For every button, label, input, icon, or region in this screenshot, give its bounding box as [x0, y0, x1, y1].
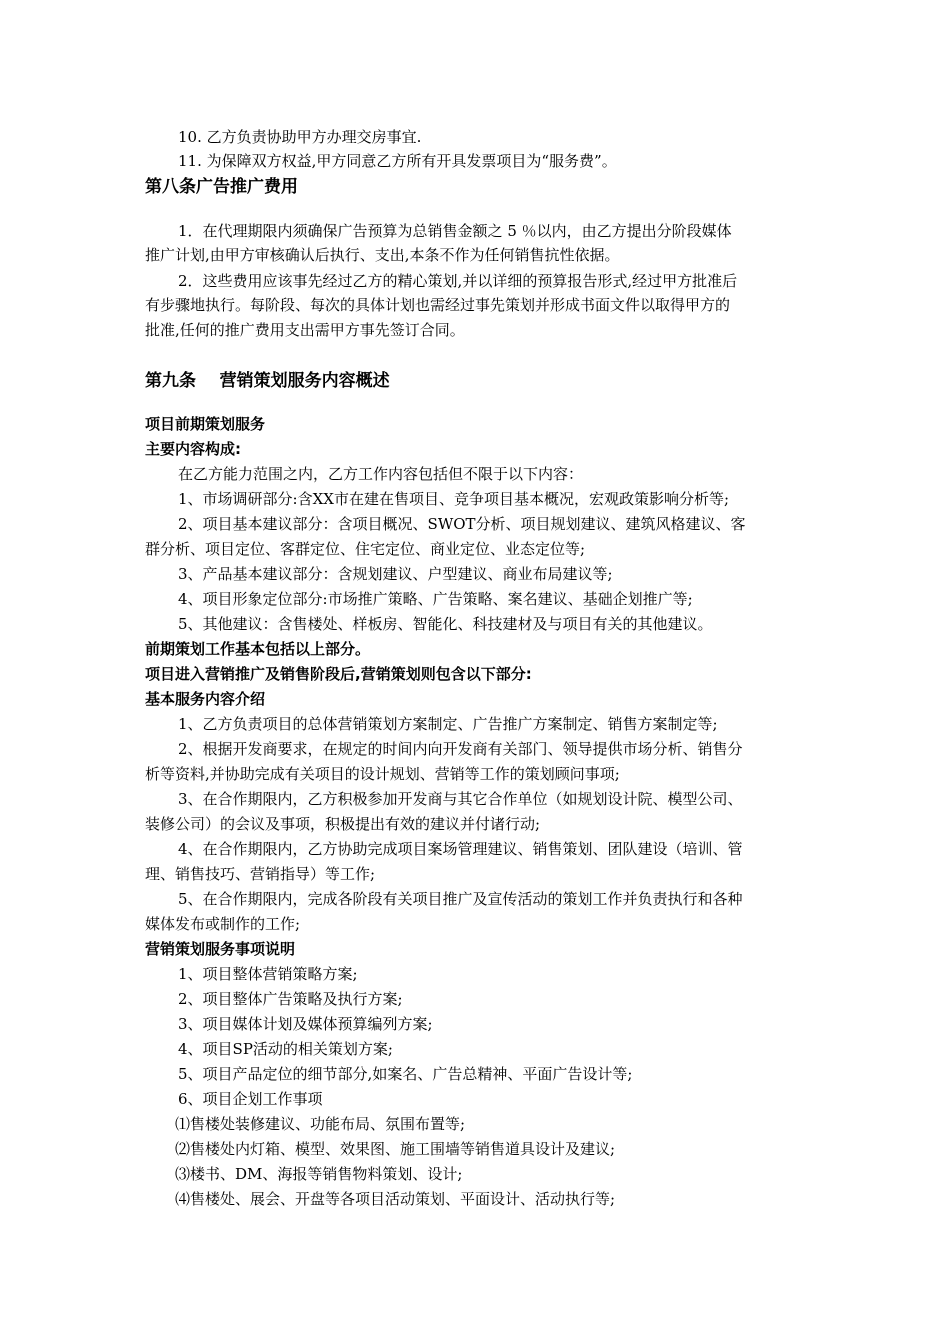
list-item: 11. 为保障双方权益,甲方同意乙方所有开具发票项目为“服务费”。 [178, 152, 617, 170]
article-8-paragraph-line: 有步骤地执行。每阶段、每次的具体计划也需经过事先策划并形成书面文件以取得甲方的 [145, 296, 731, 314]
article-8-heading: 第八条广告推广费用 [145, 177, 298, 197]
list-item-continuation: 媒体发布或制作的工作; [145, 915, 301, 933]
list-item: 4、在合作期限内，乙方协助完成项目案场管理建议、销售策划、团队建设（培训、管 [178, 840, 743, 858]
list-item: 10. 乙方负责协助甲方办理交房事宜. [178, 128, 422, 146]
sub-list-item: ⑶楼书、DM、海报等销售物料策划、设计; [175, 1165, 463, 1183]
sub-list-item: ⑷售楼处、展会、开盘等各项目活动策划、平面设计、活动执行等; [175, 1190, 616, 1208]
list-item: 5、其他建议：含售楼处、样板房、智能化、科技建材及与项目有关的其他建议。 [178, 615, 713, 633]
list-item: 1、市场调研部分:含XX市在建在售项目、竞争项目基本概况，宏观政策影响分析等; [178, 490, 730, 508]
sub-list-item: ⑵售楼处内灯箱、模型、效果图、施工围墙等销售道具设计及建议; [175, 1140, 616, 1158]
article-8-paragraph-line: 2．这些费用应该事先经过乙方的精心策划,并以详细的预算报告形式,经过甲方批准后 [178, 272, 738, 290]
list-item: 3、在合作期限内，乙方积极参加开发商与其它合作单位（如规划设计院、模型公司、 [178, 790, 743, 808]
article-9-heading: 第九条 营销策划服务内容概述 [145, 371, 390, 391]
list-item: 4、项目形象定位部分:市场推广策略、广告策略、案名建议、基础企划推广等; [178, 590, 693, 608]
section-title: 基本服务内容介绍 [145, 690, 266, 708]
paragraph-line: 在乙方能力范围之内，乙方工作内容包括但不限于以下内容： [178, 465, 584, 483]
article-8-paragraph-line: 批准,任何的推广费用支出需甲方事先签订合同。 [145, 321, 465, 339]
summary-line: 前期策划工作基本包括以上部分。 [145, 640, 371, 658]
article-8-paragraph-line: 推广计划,由甲方审核确认后执行、支出,本条不作为任何销售抗性依据。 [145, 246, 620, 264]
list-item: 3、项目媒体计划及媒体预算编列方案; [178, 1015, 433, 1033]
list-item: 4、项目SP活动的相关策划方案; [178, 1040, 393, 1058]
list-item-continuation: 装修公司）的会议及事项，积极提出有效的建议并付诸行动; [145, 815, 541, 833]
list-item: 5、在合作期限内，完成各阶段有关项目推广及宣传活动的策划工作并负责执行和各种 [178, 890, 743, 908]
section-label: 主要内容构成: [145, 440, 241, 458]
section-title: 项目前期策划服务 [145, 415, 266, 433]
section-label: 项目进入营销推广及销售阶段后,营销策划则包含以下部分: [145, 665, 532, 683]
list-item: 2、项目整体广告策略及执行方案; [178, 990, 403, 1008]
sub-list-item: ⑴售楼处装修建议、功能布局、氛围布置等; [175, 1115, 466, 1133]
list-item: 2、项目基本建议部分：含项目概况、SWOT分析、项目规划建议、建筑风格建议、客 [178, 515, 746, 533]
article-8-paragraph-line: 1．在代理期限内须确保广告预算为总销售金额之 5 ％以内，由乙方提出分阶段媒体 [178, 222, 732, 240]
list-item-continuation: 群分析、项目定位、客群定位、住宅定位、商业定位、业态定位等; [145, 540, 586, 558]
list-item-continuation: 理、销售技巧、营销指导）等工作; [145, 865, 376, 883]
list-item: 3、产品基本建议部分：含规划建议、户型建议、商业布局建议等; [178, 565, 613, 583]
list-item: 6、项目企划工作事项 [178, 1090, 323, 1108]
section-title: 营销策划服务事项说明 [145, 940, 296, 958]
list-item: 1、项目整体营销策略方案; [178, 965, 358, 983]
list-item: 2、根据开发商要求，在规定的时间内向开发商有关部门、领导提供市场分析、销售分 [178, 740, 743, 758]
list-item: 5、项目产品定位的细节部分,如案名、广告总精神、平面广告设计等; [178, 1065, 633, 1083]
list-item: 1、乙方负责项目的总体营销策划方案制定、广告推广方案制定、销售方案制定等; [178, 715, 718, 733]
list-item-continuation: 析等资料,并协助完成有关项目的设计规划、营销等工作的策划顾问事项; [145, 765, 620, 783]
